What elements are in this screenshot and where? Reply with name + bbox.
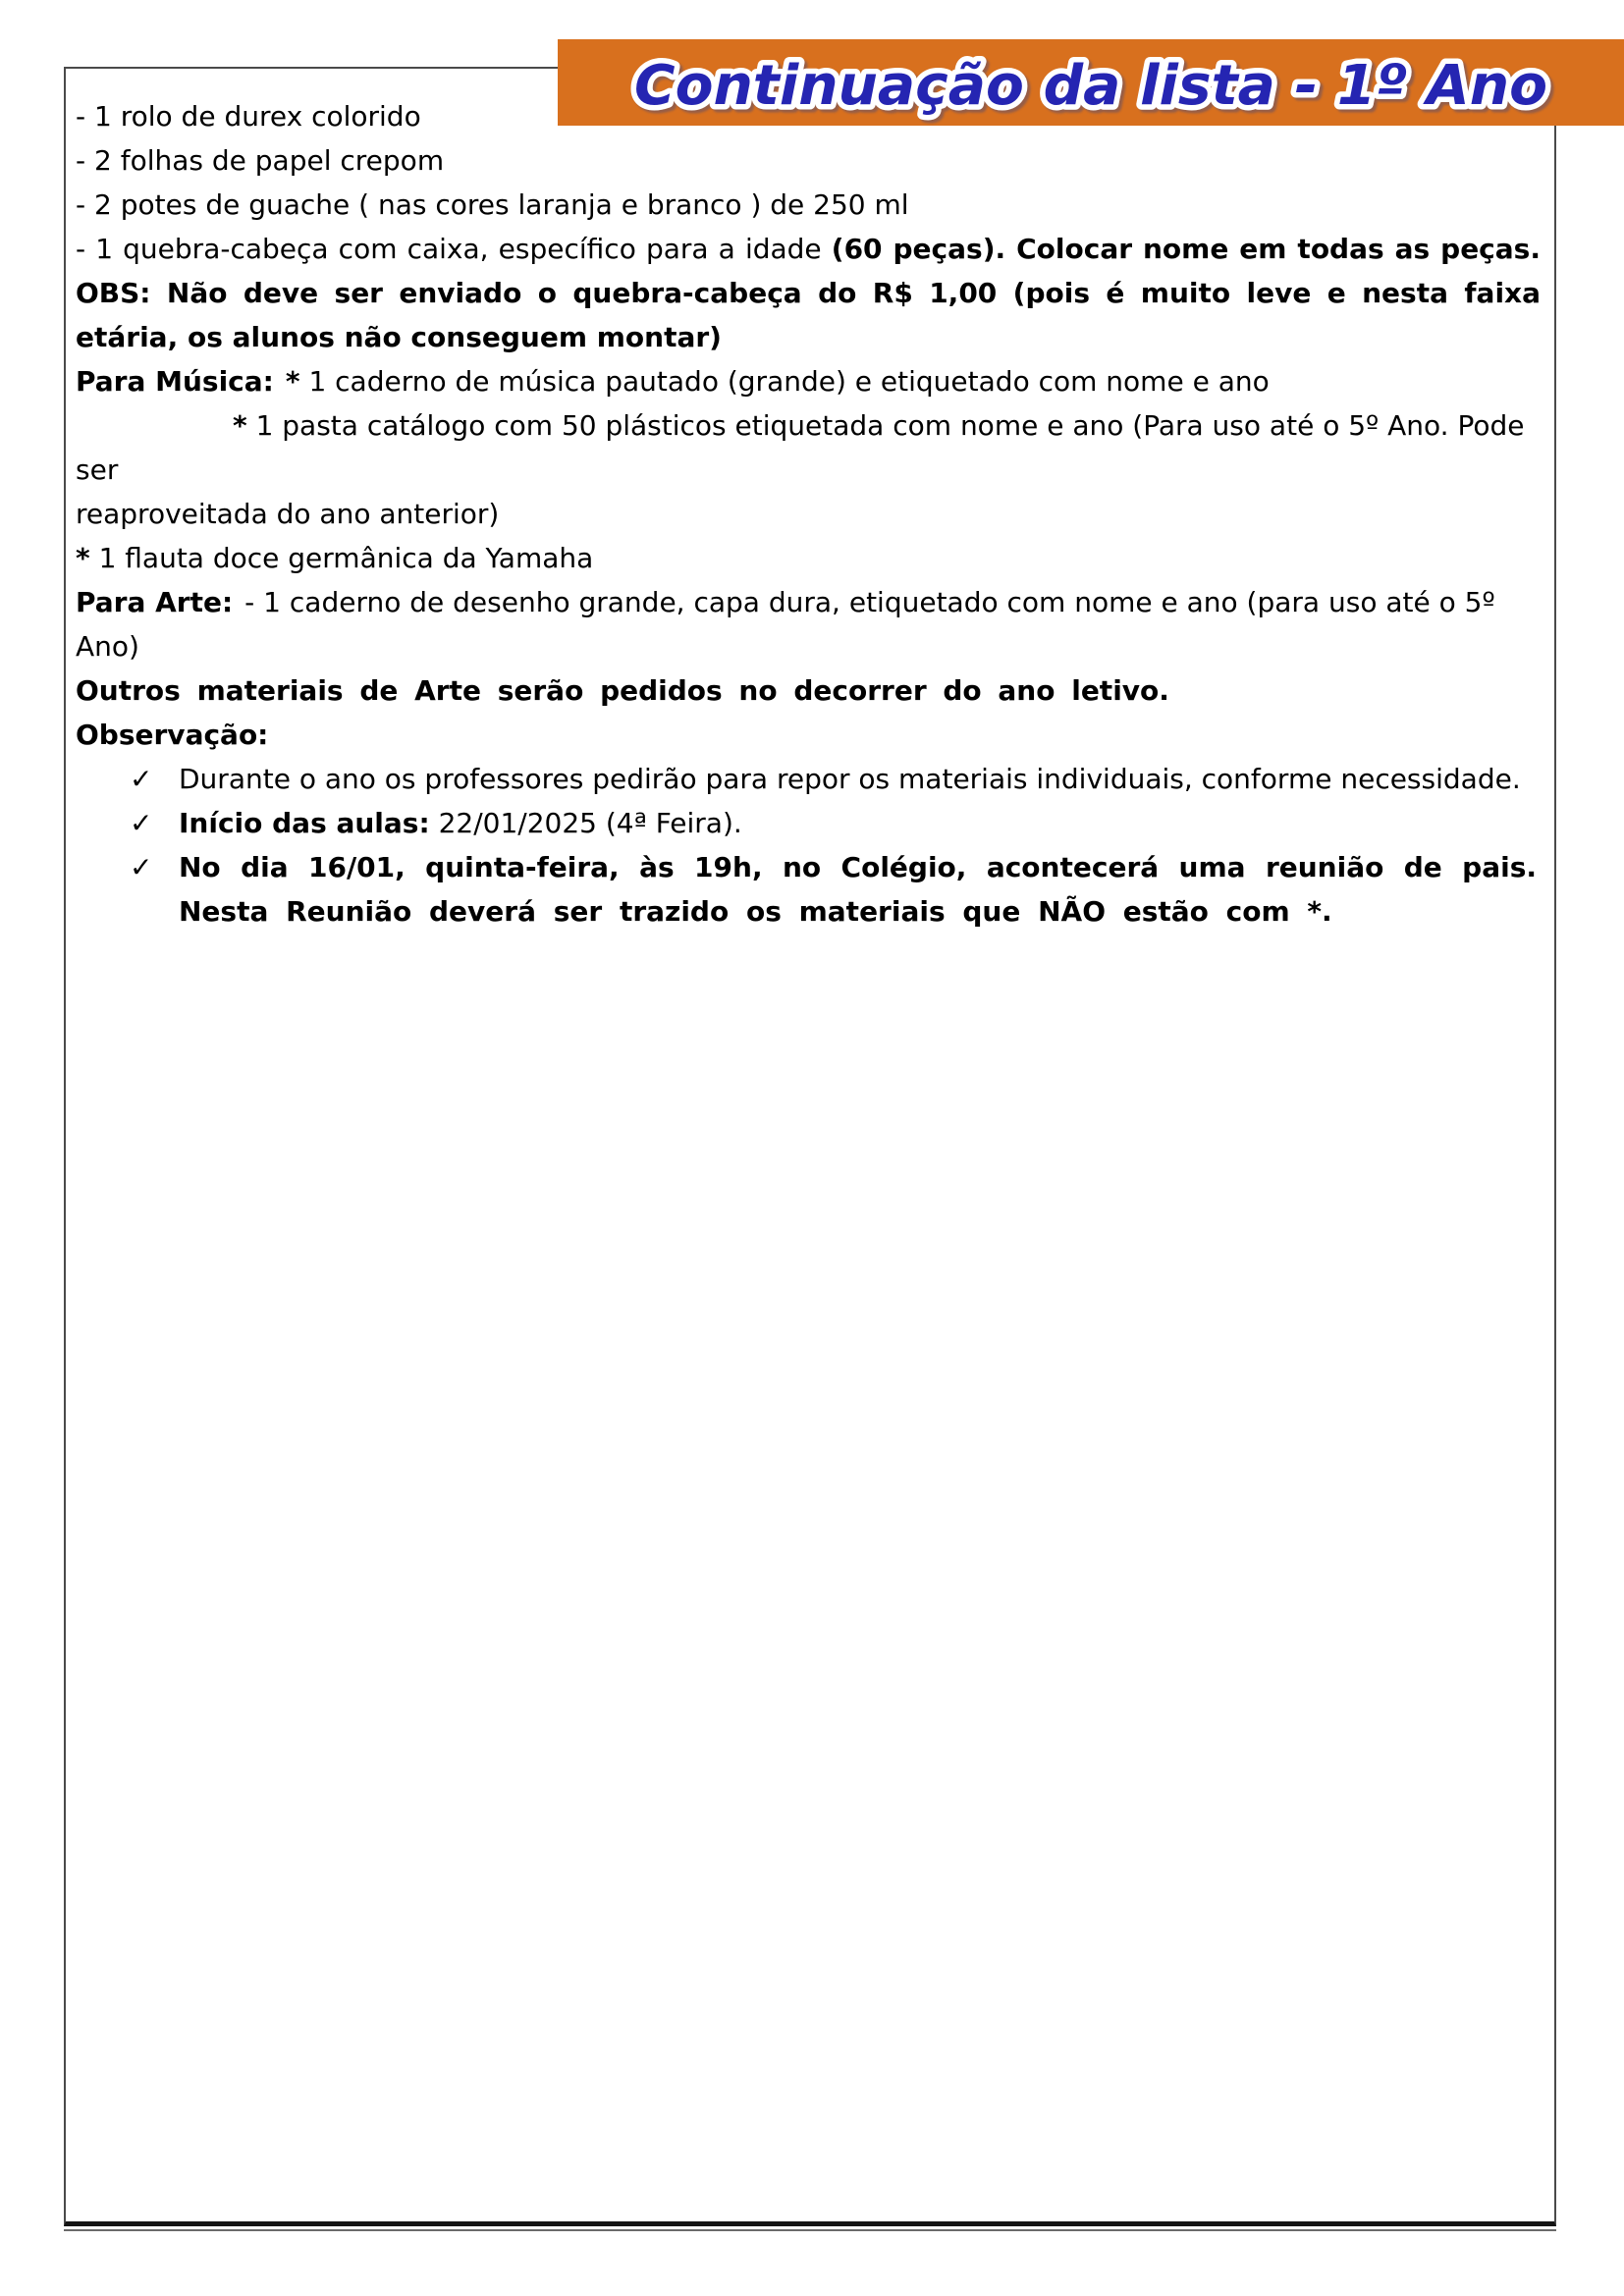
puzzle-text-normal: - 1 quebra-cabeça com caixa, específico para a idade bbox=[76, 233, 832, 265]
music-label: Para Música: bbox=[76, 365, 274, 398]
art-note-text: Outros materiais de Arte serão pedidos no decorrer do ano letivo. bbox=[76, 674, 1169, 707]
list-item-crepom: - 2 folhas de papel crepom bbox=[76, 144, 445, 177]
bullet-2-bold: Início das aulas: bbox=[179, 807, 430, 839]
observation-list bbox=[130, 757, 1541, 934]
bullet-text bbox=[179, 757, 1541, 801]
music-item-pasta bbox=[76, 403, 1541, 536]
music-item-pasta-line2: reaproveitada do ano anterior) bbox=[76, 498, 500, 530]
title-banner-art bbox=[558, 39, 1624, 126]
art-section-heading bbox=[76, 580, 1541, 668]
art-label: Para Arte: bbox=[76, 586, 234, 618]
art-note bbox=[76, 668, 1541, 713]
bullet-1-text: Durante o ano os professores pedirão para repor os materiais individuais, conforme necessidade. bbox=[179, 763, 1521, 795]
music-section-heading bbox=[76, 359, 1541, 403]
bullet-text bbox=[179, 801, 1541, 845]
title-banner bbox=[558, 39, 1624, 126]
list-item-durex: - 1 rolo de durex colorido bbox=[76, 100, 421, 133]
list-item-puzzle bbox=[76, 227, 1541, 359]
checkmark-icon: ✓ bbox=[130, 807, 153, 839]
content-border-box bbox=[64, 67, 1556, 2226]
music-item-pasta-line1: 1 pasta catálogo com 50 plásticos etiquetada com nome e ano (Para uso até o 5º Ano. Pode ser bbox=[76, 409, 1525, 486]
asterisk-marker: * bbox=[285, 365, 300, 398]
list-item-guache: - 2 potes de guache ( nas cores laranja e branco ) de 250 ml bbox=[76, 188, 909, 221]
music-item-flauta-text: 1 flauta doce germânica da Yamaha bbox=[98, 542, 594, 574]
art-item-caderno: - 1 caderno de desenho grande, capa dura, etiquetado com nome e ano (para uso até o 5º Ano) bbox=[76, 586, 1495, 663]
list-item bbox=[130, 801, 1541, 845]
music-item-flauta bbox=[76, 536, 1541, 580]
list-item bbox=[130, 757, 1541, 801]
bullet-3-text: No dia 16/01, quinta-feira, às 19h, no Colégio, acontecerá uma reunião de pais. Nesta Reunião deverá ser trazido os materiais que NÃO estão com *. bbox=[179, 851, 1537, 928]
music-item-caderno: 1 caderno de música pautado (grande) e etiquetado com nome e ano bbox=[308, 365, 1270, 398]
observation-label: Observação: bbox=[76, 719, 269, 751]
observation-heading bbox=[76, 713, 1541, 757]
bullet-text bbox=[179, 845, 1541, 934]
page-title: Continuação da lista - 1º Ano bbox=[634, 54, 1547, 118]
puzzle-text-bold: (60 peças). Colocar nome em todas as peças. OBS: Não deve ser enviado o quebra-cabeça do R$ 1,00 (pois é muito leve e nesta faixa etária, os alunos não conseguem montar) bbox=[76, 233, 1541, 353]
bullet-2-text: 22/01/2025 (4ª Feira). bbox=[438, 807, 742, 839]
asterisk-marker: * bbox=[76, 542, 90, 574]
asterisk-marker: * bbox=[233, 409, 247, 442]
checkmark-icon: ✓ bbox=[130, 763, 153, 795]
checkmark-icon: ✓ bbox=[130, 851, 153, 883]
list-item bbox=[130, 845, 1541, 934]
